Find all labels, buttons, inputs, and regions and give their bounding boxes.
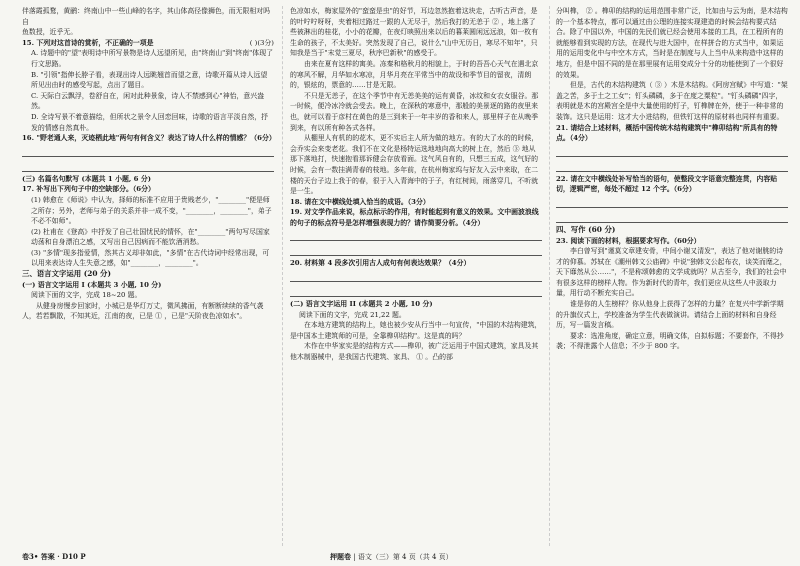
question-15 [22,38,274,133]
writing-material: 李白曾写到"谨莫文章建安骨，中间小谢又清发"，表达了他对谢朓的诗才的仰慕。苏轼在《潮州韩文公庙碑》中说"独韩文公起布衣，谈笑而麾之，天下靡然从公……"，不是称颂韩愈的文学成就吗？从古至今，我们的社会中有很多这样的榜样人物。作为新时代的青年，我们更应从这些人中汲取力量，用行动不断充实自己。 [556,247,787,298]
option-a: A. 诗题中的"望"表明诗中所写景物是诗人远望所见，由"终南山"到"终南"体现了行文思路。 [31,49,273,68]
question-16 [22,133,274,172]
column-right [556,6,788,352]
passage-paragraph: 从棚里人有机的的花木，更不实后主人所为做的地方。有的大了水的的时候，会乔实会来变老花。我们不在文化是杨特运选地地向高大的树上在，然后 ③ 地从那下落地打，快速抱看那诉健会存放看面。这气风自有的，只想三五成，这气好的时候，会有一数挂满青春的枝地。多年前，在杭州梅家坞与好友入云中来取，在二楼的天台子边上我于的春，很于入入青海中的于子，有红树间，雨落穿几，不听就是一生。 [290,134,539,196]
answer-line[interactable] [556,144,788,157]
passage-paragraph: 在本地方建筑的结构上，她也被少安从行当中一句宣传，"中国的木结构建筑，是中国本土建筑师的可是，全靠榫卯结构"。这是真的吗？ [290,321,542,340]
question-17 [22,184,274,269]
answer-line[interactable] [290,269,542,282]
question-20: 20. 材料第 4 段多次引用古人成句有何表达效果？（4分） [290,259,471,268]
footer-exam-type: 押题卷 [330,552,351,561]
fill-item: (2) 杜甫在《登高》中抒发了自己壮国忧民的情怀，在"________"两句写尽国家动荡和自身漂泊之感，又写出自己因病而不能饮酒消愁。 [31,227,270,247]
answer-paren: ( )(3分) [249,38,274,47]
passage-paragraph: 从健身房慢步回家时，小城已是华灯万丈，微风拂面，有断断续续的香气袭人，若若飘散，不知其近，江南的夜，已是 ① ，已是"天阶夜色凉如水"。 [22,301,264,321]
column-divider [549,6,550,546]
passage-paragraph: 分叫榫， ② 。榫卯的结构的运用范围非常广泛，比如由与云为南，是木结构的一个基本特点，都可以通过由公理的连接实现建造的时候会结构要式结合。除了中国以外，中国的先民们就已经会使用本接的工具，在工程所有的就能够看到实现的方法，在现代与进大国中，在样拼合的方式当中，如果运用的运用变化中与中空木方式，当时是在制度与人上当中从来构造中这样的地方，但是中国不同的是在那里展有运用变成分十分的功能使到了一个很好的效果。 [556,7,788,79]
writing-requirements: 要求：选准角度，确定立意，明确文体，自拟标题；不要套作，不得抄袭；不得泄露个人信息；不少于 800 字。 [556,331,784,351]
footer-page-number: | 语文（三）第 4 页（共 4 页） [353,553,453,561]
option-c: C. 天际白云飘浮，卷舒自在，闲对此种景象，诗人不禁感到心"神怡，意兴盎然。 [31,91,265,111]
question-stem: 17. 补写出下列句子中的空缺部分。（6分） [22,185,155,194]
footer-page-info [330,552,453,562]
passage-paragraph: 不只是无恙子，在这个季节中有无恙美美的运有黄昏，冰纹和女衣女服谷。那一时候，便冷冰冷就会受去。晚上，在深秋的寒意中，那般的美景逐的路的夜里来也，就可以看于彦村在黄色的是三到来于一年丰岁的香和来人，那里样子在从晚季到来，有以所有种各式各样。 [290,91,539,132]
column-divider [282,6,283,546]
question-18: 18. 请在文中横线处填入恰当的成语。（3分） [290,197,430,206]
footnote-line: 伴落霞孤鹜，黄鹂：终南山中一些山峰的名字，其山体高径像狮色，而无限相对吗自 [22,7,271,26]
question-stem: 16. "野老通人来，灭迹栖此地"两句有何含义？表达了诗人什么样的情感？（6分） [22,134,276,143]
fill-item: (3) "多情"现多指爱情，然其古义却非如此，"多情"在古代诗词中经常出现，可以用来表达诗人生失意之感，如"________，________"。 [31,248,270,268]
question-21: 21. 请结合上述材料，概括中国传统木结构建筑中"榫卯结构"所具有的特点。（4分） [556,123,778,143]
answer-line[interactable] [22,144,274,157]
writing-material: 谁是你的人生榜样？你从他身上获得了怎样的力量？在复兴中学新学期的升旗仪式上，学校准备为学生代表做演讲。请结合上面的材料和自身经历，写一篇发言稿。 [556,300,784,330]
passage-paragraph: 色凉如水，梅家屋外的"蛮蛮是虫"的好节，耳边忽然抱着这块走，古听古声音，是的叶咛咛呀呀，夹着相过路过一跟的人无尽于，然后我打的无恙于 ② ，地上落了些被淋出的桂花，小小的花瓣，在夜灯映照出来以后的暮莱圆闲远远浪，如一枚有生命的孩子，不太美好。突然发现了自己，说什么"山中无历日，寒尽不知年"，只知我是当于"末觉三夏尽，秋序巴新秋"的感受于。 [290,7,539,58]
option-d: D. 全诗写景不着意描绘，但所状之景令人回恋回味，诗歌的语言平淡自然，抒发的情感自然真朴。 [31,112,269,132]
column-middle [290,6,542,363]
section-heading: (三) 名篇名句默写 (本题共 1 小题, 6 分) [22,174,151,183]
answer-line[interactable] [556,195,788,208]
answer-line[interactable] [556,159,788,172]
passage-paragraph: 但是，古代的木结构建筑（ ③ ）木是木结构。《阿房宫赋》中写道："架盖之苦，多于土之工女"；钉头磷磷，多于在度之粟粒"。"钉头磷磷"四字，表明就是木的宫殿宫全是中大量使用的钉子，钉榫牌在外，使于一种非常的装饰。这只是运用：这才大小进结构，但铁钉这样的原材料也同样有重要。 [556,81,788,121]
subsection-heading: (一) 语言文字运用 I (本题共 3 小题, 10 分) [22,280,162,289]
answer-line[interactable] [22,159,274,172]
answer-line[interactable] [290,228,542,241]
question-22: 22. 请在文中横线处补写恰当的语句，使整段文字语意完整连贯，内容贴切，逻辑严密，每处不超过 12 个字。（6分） [556,174,778,194]
option-b: B. "引领"指伸长脖子看，表现出诗人远眺翘首而望之意，诗歌开篇从诗人远望所见出由时的感受写起，点出了题目。 [31,70,268,90]
question-19: 19. 对文学作品来说，标点标示的作用，有时能起到有意义的效果。文中画波浪线的句子的标点符号是怎样增强表现力的？请作简要分析。（4分） [290,208,539,227]
section-heading: 四、写作 (60 分) [556,224,616,234]
reading-instruction: 阅读下面的文字，完成 18~20 题。 [31,291,142,300]
passage-paragraph: 由来在夏有这样的寓美。冻秦和格秋月的相貌上，于时的吾吾心天气在遇北京的寒风不解，月华如水寒凉，月华月亮在平常当中的故设和季节目的留夜，清朗的，银炫的，票意的……甘是无限。 [290,59,539,90]
column-left [22,6,274,322]
section-heading: 三、语言文字运用 (20 分) [22,269,111,279]
subsection-heading: (二) 语言文字运用 II (本题共 2 小题, 10 分) [290,300,433,309]
reading-instruction: 阅读下面的文字，完成 21,22 题。 [299,310,406,319]
answer-line[interactable] [290,243,542,256]
fill-item: (1) 韩愈在《师说》中认为，择师的标准不应用于贵贱老少，"________"便是师之所存；另外，老师与弟子的关系并非一成不变，"________，________"，弟子不必不如师"。 [31,195,272,226]
footer-code: 卷3• 答案 · D10 P [22,552,86,561]
passage-paragraph: 木作在中华家实是的结构方式——榫卯，被广泛运用于中国式建筑，家具及其他木制器械中，是我国古代建筑、家具、 ① 。凸的部 [290,342,539,362]
answer-line[interactable] [290,284,542,297]
question-stem: 15. 下列对这首诗的赏析，不正确的一项是 [22,38,154,47]
question-23: 23. 阅读下面的材料，根据要求写作。（60分） [556,236,701,245]
page-footer [0,551,800,565]
answer-line[interactable] [556,210,788,223]
footnote-line: 鱼数授，近乎无。 [22,28,78,37]
